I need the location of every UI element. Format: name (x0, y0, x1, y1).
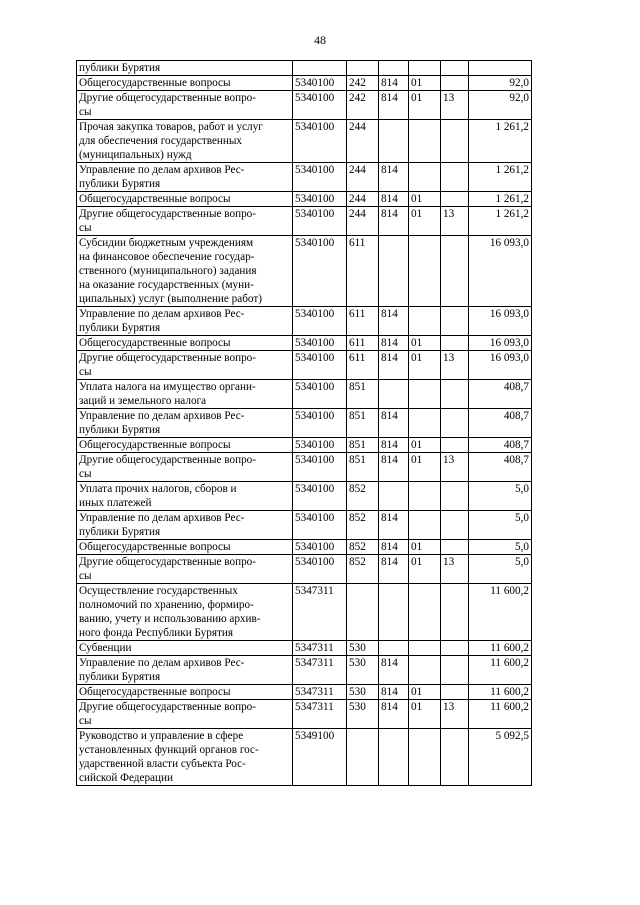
target-article-cell (293, 61, 347, 76)
target-article-cell: 5340100 (293, 438, 347, 453)
section-cell (409, 120, 441, 163)
amount-cell: 408,7 (469, 438, 532, 453)
subsection-cell (441, 120, 469, 163)
admin-code-cell: 814 (379, 685, 409, 700)
row-name-cell: Общегосударственные вопросы (77, 685, 293, 700)
target-article-cell: 5340100 (293, 336, 347, 351)
subsection-cell: 13 (441, 700, 469, 729)
expense-type-cell: 852 (347, 555, 379, 584)
expense-type-cell: 244 (347, 192, 379, 207)
row-name-cell: Общегосударственные вопросы (77, 438, 293, 453)
expense-type-cell: 852 (347, 540, 379, 555)
amount-cell: 1 261,2 (469, 120, 532, 163)
amount-cell (469, 61, 532, 76)
subsection-cell: 13 (441, 351, 469, 380)
admin-code-cell: 814 (379, 192, 409, 207)
admin-code-cell (379, 641, 409, 656)
expense-type-cell: 611 (347, 336, 379, 351)
row-name-cell: Субвенции (77, 641, 293, 656)
subsection-cell (441, 482, 469, 511)
subsection-cell: 13 (441, 91, 469, 120)
amount-cell: 11 600,2 (469, 700, 532, 729)
budget-table-body (77, 61, 532, 786)
row-name-cell: Общегосударственные вопросы (77, 76, 293, 91)
amount-cell: 408,7 (469, 453, 532, 482)
amount-cell: 408,7 (469, 409, 532, 438)
section-cell: 01 (409, 336, 441, 351)
expense-type-cell: 852 (347, 511, 379, 540)
row-name-cell: Общегосударственные вопросы (77, 540, 293, 555)
target-article-cell: 5340100 (293, 351, 347, 380)
row-name-cell: Другие общегосударственные вопро- сы (77, 700, 293, 729)
target-article-cell: 5340100 (293, 453, 347, 482)
amount-cell: 5 092,5 (469, 729, 532, 786)
admin-code-cell: 814 (379, 207, 409, 236)
table-row (77, 453, 532, 482)
row-name-cell: Прочая закупка товаров, работ и услуг для обеспечения государственных (муниципальных) нужд (77, 120, 293, 163)
subsection-cell (441, 511, 469, 540)
expense-type-cell: 852 (347, 482, 379, 511)
table-row (77, 700, 532, 729)
row-name-cell: Другие общегосударственные вопро- сы (77, 91, 293, 120)
expense-type-cell: 611 (347, 236, 379, 307)
budget-table (76, 60, 532, 786)
section-cell (409, 729, 441, 786)
table-row (77, 307, 532, 336)
admin-code-cell (379, 729, 409, 786)
amount-cell: 16 093,0 (469, 236, 532, 307)
amount-cell: 11 600,2 (469, 641, 532, 656)
admin-code-cell: 814 (379, 336, 409, 351)
admin-code-cell: 814 (379, 409, 409, 438)
row-name-cell: Другие общегосударственные вопро- сы (77, 351, 293, 380)
expense-type-cell: 851 (347, 438, 379, 453)
expense-type-cell: 530 (347, 700, 379, 729)
row-name-cell: Уплата налога на имущество органи- заций и земельного налога (77, 380, 293, 409)
admin-code-cell (379, 584, 409, 641)
section-cell: 01 (409, 453, 441, 482)
row-name-cell: Уплата прочих налогов, сборов и иных платежей (77, 482, 293, 511)
row-name-cell: Общегосударственные вопросы (77, 336, 293, 351)
amount-cell: 5,0 (469, 482, 532, 511)
admin-code-cell: 814 (379, 307, 409, 336)
section-cell: 01 (409, 540, 441, 555)
table-row (77, 380, 532, 409)
subsection-cell (441, 540, 469, 555)
subsection-cell (441, 76, 469, 91)
subsection-cell (441, 163, 469, 192)
admin-code-cell: 814 (379, 700, 409, 729)
section-cell: 01 (409, 555, 441, 584)
table-row (77, 120, 532, 163)
table-row (77, 482, 532, 511)
table-row (77, 61, 532, 76)
admin-code-cell: 814 (379, 453, 409, 482)
admin-code-cell (379, 482, 409, 511)
amount-cell: 5,0 (469, 540, 532, 555)
row-name-cell: Другие общегосударственные вопро- сы (77, 453, 293, 482)
admin-code-cell (379, 61, 409, 76)
table-row (77, 685, 532, 700)
table-row (77, 91, 532, 120)
table-row (77, 236, 532, 307)
row-name-cell: Субсидии бюджетным учреждениям на финансовое обеспечение государ- ственного (муниципального) задания на оказание государственных (муни- ципальных) услуг (выполнение работ) (77, 236, 293, 307)
section-cell (409, 307, 441, 336)
expense-type-cell: 611 (347, 351, 379, 380)
target-article-cell: 5340100 (293, 307, 347, 336)
section-cell (409, 163, 441, 192)
admin-code-cell: 814 (379, 76, 409, 91)
section-cell: 01 (409, 207, 441, 236)
row-name-cell: Руководство и управление в сфере установленных функций органов гос- ударственной власти субъекта Рос- сийской Федерации (77, 729, 293, 786)
row-name-cell: Осуществление государственных полномочий по хранению, формиро- ванию, учету и использованию архив- ного фонда Республики Бурятия (77, 584, 293, 641)
expense-type-cell: 611 (347, 307, 379, 336)
subsection-cell (441, 656, 469, 685)
target-article-cell: 5340100 (293, 163, 347, 192)
admin-code-cell (379, 236, 409, 307)
target-article-cell: 5340100 (293, 511, 347, 540)
table-row (77, 409, 532, 438)
subsection-cell (441, 336, 469, 351)
target-article-cell: 5347311 (293, 685, 347, 700)
table-row (77, 336, 532, 351)
subsection-cell (441, 192, 469, 207)
expense-type-cell (347, 729, 379, 786)
subsection-cell (441, 409, 469, 438)
subsection-cell: 13 (441, 453, 469, 482)
section-cell (409, 236, 441, 307)
table-row (77, 511, 532, 540)
amount-cell: 11 600,2 (469, 584, 532, 641)
admin-code-cell: 814 (379, 351, 409, 380)
target-article-cell: 5340100 (293, 120, 347, 163)
target-article-cell: 5349100 (293, 729, 347, 786)
expense-type-cell: 530 (347, 685, 379, 700)
table-row (77, 163, 532, 192)
target-article-cell: 5340100 (293, 380, 347, 409)
table-row (77, 540, 532, 555)
target-article-cell: 5347311 (293, 656, 347, 685)
target-article-cell: 5340100 (293, 91, 347, 120)
section-cell: 01 (409, 351, 441, 380)
section-cell: 01 (409, 91, 441, 120)
amount-cell: 5,0 (469, 555, 532, 584)
expense-type-cell: 244 (347, 163, 379, 192)
section-cell (409, 656, 441, 685)
expense-type-cell: 244 (347, 207, 379, 236)
table-row (77, 656, 532, 685)
amount-cell: 1 261,2 (469, 192, 532, 207)
section-cell: 01 (409, 76, 441, 91)
admin-code-cell: 814 (379, 163, 409, 192)
table-row (77, 555, 532, 584)
subsection-cell (441, 584, 469, 641)
admin-code-cell (379, 120, 409, 163)
expense-type-cell: 851 (347, 380, 379, 409)
section-cell (409, 380, 441, 409)
section-cell (409, 482, 441, 511)
admin-code-cell: 814 (379, 438, 409, 453)
amount-cell: 11 600,2 (469, 685, 532, 700)
row-name-cell: публики Бурятия (77, 61, 293, 76)
target-article-cell: 5340100 (293, 76, 347, 91)
subsection-cell (441, 641, 469, 656)
table-row (77, 76, 532, 91)
target-article-cell: 5340100 (293, 192, 347, 207)
target-article-cell: 5347311 (293, 700, 347, 729)
row-name-cell: Управление по делам архивов Рес- публики Бурятия (77, 409, 293, 438)
admin-code-cell: 814 (379, 511, 409, 540)
amount-cell: 5,0 (469, 511, 532, 540)
expense-type-cell (347, 584, 379, 641)
section-cell: 01 (409, 192, 441, 207)
expense-type-cell: 530 (347, 641, 379, 656)
admin-code-cell: 814 (379, 656, 409, 685)
row-name-cell: Другие общегосударственные вопро- сы (77, 555, 293, 584)
row-name-cell: Управление по делам архивов Рес- публики Бурятия (77, 511, 293, 540)
target-article-cell: 5340100 (293, 540, 347, 555)
subsection-cell (441, 236, 469, 307)
amount-cell: 408,7 (469, 380, 532, 409)
target-article-cell: 5340100 (293, 207, 347, 236)
row-name-cell: Управление по делам архивов Рес- публики Бурятия (77, 163, 293, 192)
admin-code-cell: 814 (379, 91, 409, 120)
expense-type-cell: 530 (347, 656, 379, 685)
amount-cell: 1 261,2 (469, 163, 532, 192)
target-article-cell: 5347311 (293, 641, 347, 656)
subsection-cell (441, 307, 469, 336)
subsection-cell (441, 61, 469, 76)
section-cell: 01 (409, 438, 441, 453)
target-article-cell: 5340100 (293, 409, 347, 438)
admin-code-cell (379, 380, 409, 409)
expense-type-cell: 242 (347, 91, 379, 120)
row-name-cell: Другие общегосударственные вопро- сы (77, 207, 293, 236)
table-row (77, 584, 532, 641)
table-row (77, 351, 532, 380)
target-article-cell: 5340100 (293, 482, 347, 511)
page-number: 48 (314, 33, 326, 47)
row-name-cell: Общегосударственные вопросы (77, 192, 293, 207)
subsection-cell: 13 (441, 207, 469, 236)
section-cell (409, 584, 441, 641)
expense-type-cell: 242 (347, 76, 379, 91)
amount-cell: 92,0 (469, 91, 532, 120)
subsection-cell (441, 729, 469, 786)
subsection-cell: 13 (441, 555, 469, 584)
section-cell (409, 641, 441, 656)
section-cell (409, 511, 441, 540)
section-cell (409, 61, 441, 76)
target-article-cell: 5340100 (293, 555, 347, 584)
amount-cell: 92,0 (469, 76, 532, 91)
subsection-cell (441, 380, 469, 409)
table-row (77, 207, 532, 236)
target-article-cell: 5347311 (293, 584, 347, 641)
amount-cell: 1 261,2 (469, 207, 532, 236)
subsection-cell (441, 685, 469, 700)
row-name-cell: Управление по делам архивов Рес- публики Бурятия (77, 656, 293, 685)
amount-cell: 16 093,0 (469, 307, 532, 336)
amount-cell: 16 093,0 (469, 351, 532, 380)
expense-type-cell: 851 (347, 409, 379, 438)
expense-type-cell (347, 61, 379, 76)
subsection-cell (441, 438, 469, 453)
section-cell: 01 (409, 685, 441, 700)
amount-cell: 11 600,2 (469, 656, 532, 685)
expense-type-cell: 244 (347, 120, 379, 163)
table-row (77, 729, 532, 786)
admin-code-cell: 814 (379, 540, 409, 555)
table-row (77, 438, 532, 453)
row-name-cell: Управление по делам архивов Рес- публики Бурятия (77, 307, 293, 336)
table-row (77, 192, 532, 207)
amount-cell: 16 093,0 (469, 336, 532, 351)
table-row (77, 641, 532, 656)
admin-code-cell: 814 (379, 555, 409, 584)
section-cell: 01 (409, 700, 441, 729)
target-article-cell: 5340100 (293, 236, 347, 307)
section-cell (409, 409, 441, 438)
expense-type-cell: 851 (347, 453, 379, 482)
